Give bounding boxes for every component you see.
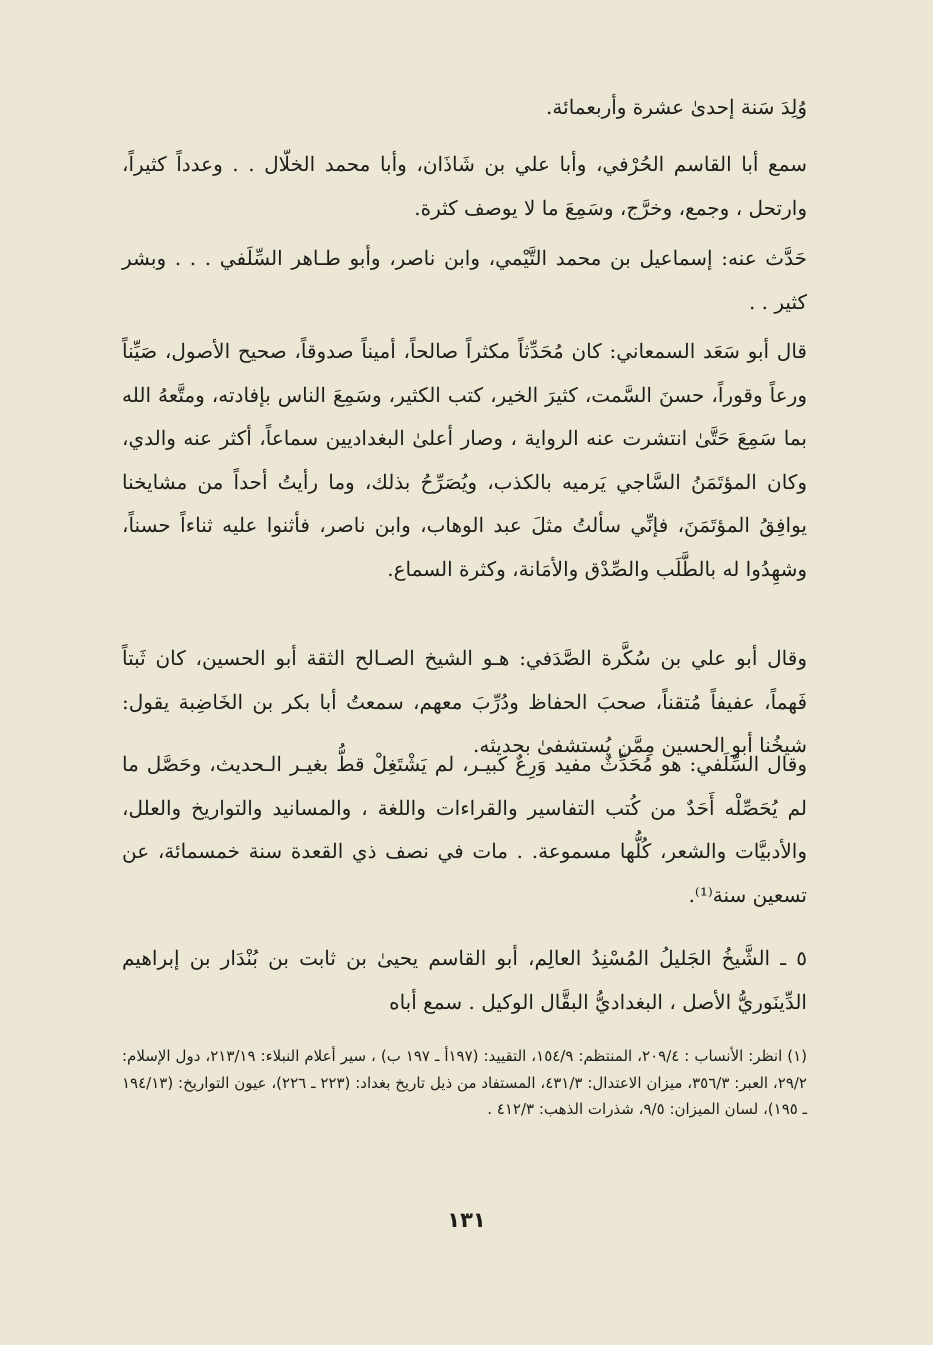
paragraph-narrated-from-him: حَدَّث عنه: إسماعيل بن محمد التَّيْمي، وابن ناصر، وأبو طـاهر السِّلَفي . . . وبشر كثير . . <box>122 246 807 314</box>
paragraph-heard-from: سمع أبا القاسم الحُرْفي، وأبا علي بن شَاذَان، وأبا محمد الخلّال . . وعدداً كثيراً، وارتحل ، وجمع، وخرَّج، وسَمِعَ ما لا يوصف كثرة. <box>122 152 807 220</box>
paragraph-sukkara-quote: وقال أبو علي بن سُكَّرة الصَّدَفي: هـو الشيخ الصـالح الثقة أبو الحسين، كان ثَبتاً فَهماً، عفيفاً مُتقناً، صحبَ الحفاظ ودُرِّبَ معهم، سمعتُ أبا بكر بن الخَاضِبة يقول: شيخُنا أبو الحسين مِمَّن يُستشفىٰ بحديثه. <box>122 646 807 757</box>
footnote: (١) انظر: الأنساب : ٢٠٩/٤، المنتظم: ١٥٤/٩، التقييد: (١٩٧أ ـ ١٩٧ ب) ، سير أعلام النبلاء: ٢١٣/١٩، دول الإسلام: ٢٩/٢، العبر: ٣٥٦/٣، ميزان الاعتدال: ٤٣١/٣، المستفاد من ذيل تاريخ بغداد: (٢٢٣ ـ ٢٢٦)، عيون التواريخ: (١٩٤/١٣ ـ ١٩٥)، لسان الميزان: ٩/٥، شذرات الذهب: ٤١٢/٣ . <box>122 1047 807 1118</box>
page-number: ١٣١ <box>447 1208 486 1232</box>
paragraph-entry-5: ٥ ـ الشَّيخُ الجَليلُ المُسْنِدُ العالِم، أبو القاسم يحيىٰ بن ثابت بن بُنْدَار بن إبراهيم الدِّينَوريُّ الأصل ، البغداديُّ البقَّال الوكيل . سمع أباه <box>122 946 807 1014</box>
paragraph-birth: وُلِدَ سَنة إحدىٰ عشرة وأربعمائة. <box>546 95 807 119</box>
paragraph-samani-quote: قال أبو سَعَد السمعاني: كان مُحَدِّثاً مكثراً صالحاً، أميناً صدوقاً، صحيح الأصول، صَيِّناً ورعاً وقوراً، حسنَ السَّمت، كثيرَ الخير، كتب الكثير، وسَمِعَ الناس بإفادته، ومتَّعهُ الله بما سَمِعَ حَتَّىٰ انتشرت عنه الرواية ، وصار أعلىٰ البغداديين سماعاً، أكثر عنه والدي، وكان المؤتَمَنُ السَّاجي يَرميه بالكذب، ويُصَرِّحُ بذلك، وما رأيتُ أحداً من مشايخنا يوافِقُ المؤتَمَنَ، فإنِّي سألتُ مثلَ عبد الوهاب، وابن ناصر، فأثنوا عليه ثناءاً حسناً، وشهِدُوا له بالطَّلَب والصِّدْق والأمَانة، وكثرة السماع. <box>122 339 807 581</box>
footnote-divider <box>122 1034 807 1035</box>
paragraph-silafi-quote: وقال السِّلَفي: هو مُحَدِّثٌ مفيد وَرِعٌ كبيـر، لم يَشْتَغِلْ قطُّ بغيـر الـحديث، وحَصَّل ما لم يُحَصِّلْه أَحَدٌ من كُتب التفاسير والقراءات واللغة ، والمسانيد والتواريخ والعلل، والأدبيَّات والشعر، كُلُّها مسموعة. . مات في نصف ذي القعدة سنة خمسمائة، عن تسعين سنة⁽¹⁾. <box>122 752 807 907</box>
